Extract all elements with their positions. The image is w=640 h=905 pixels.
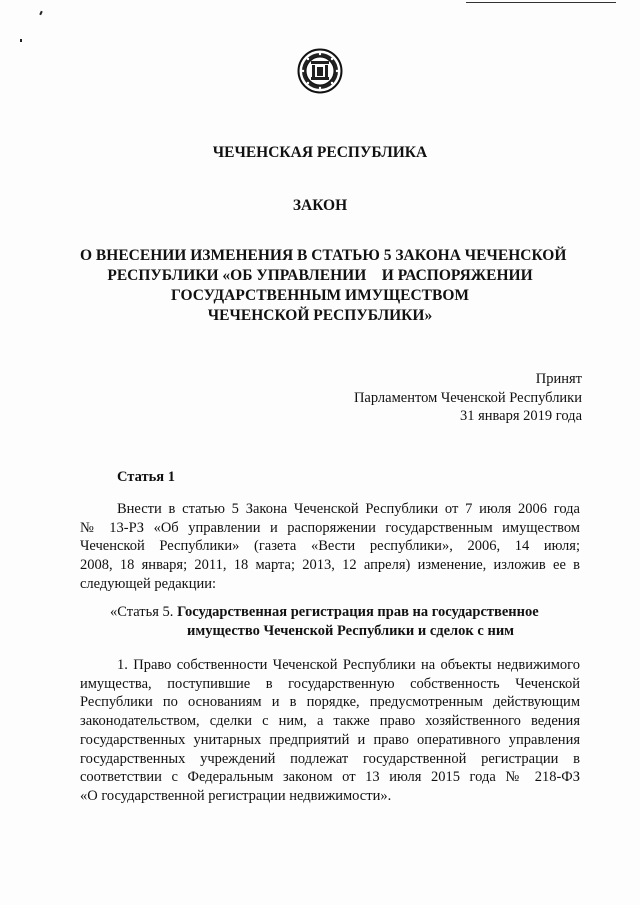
article-heading: Статья 1 bbox=[117, 469, 175, 485]
adoption-date: 31 января 2019 года bbox=[459, 408, 582, 424]
law-title-line: О ВНЕСЕНИИ ИЗМЕНЕНИЯ В СТАТЬЮ 5 ЗАКОНА ЧЕЧЕНСКОЙ bbox=[80, 247, 567, 264]
law-title bbox=[80, 246, 567, 326]
region-heading: ЧЕЧЕНСКАЯ РЕСПУБЛИКА bbox=[212, 144, 428, 161]
quoted-article-title bbox=[110, 603, 580, 640]
paragraph-line: «О государственной регистрации недвижимости». bbox=[80, 787, 392, 804]
document-type: ЗАКОН bbox=[292, 197, 348, 214]
coat-of-arms-icon bbox=[297, 48, 343, 94]
adoption-line: Принят bbox=[535, 371, 582, 387]
paragraph-line: Чеченской Республики» (газета «Вести республики», 2006, 14 июля; bbox=[80, 538, 580, 555]
quoted-article-number: «Статья 5. bbox=[110, 604, 174, 620]
paragraph-line: имущества, поступившие в государственную собственность Чеченской bbox=[80, 675, 580, 692]
paragraph-line: государственных унитарных предприятий и право оперативного управления bbox=[80, 731, 580, 748]
adoption-line: Парламентом Чеченской Республики bbox=[353, 389, 582, 406]
paragraph-line: 2008, 18 января; 2011, 18 марта; 2013, 12 апреля) изменение, изложив ее в bbox=[80, 557, 580, 574]
law-title-line: РЕСПУБЛИКИ «ОБ УПРАВЛЕНИИ И РАСПОРЯЖЕНИИ bbox=[107, 267, 533, 284]
quoted-article-title-line: Государственная регистрация прав на государственное bbox=[177, 604, 539, 620]
adoption-block bbox=[354, 370, 582, 426]
paragraph-line: законодательством, сделки с ним, а также право хозяйственного ведения bbox=[80, 713, 580, 730]
paragraph-line: следующей редакции: bbox=[80, 575, 217, 592]
quoted-article-title-line: имущество Чеченской Республики и сделок с ним bbox=[187, 622, 515, 639]
paragraph-line: соответствии с Федеральным законом от 13 июля 2015 года № 218-ФЗ bbox=[80, 769, 580, 786]
scan-speck bbox=[20, 39, 22, 42]
law-title-line: ГОСУДАРСТВЕННЫМ ИМУЩЕСТВОМ bbox=[170, 287, 470, 304]
paragraph-line: Республики по основаниям и в порядке, предусмотренным действующим bbox=[80, 694, 580, 711]
clause-1-paragraph bbox=[80, 656, 580, 806]
paragraph-line: Внести в статью 5 Закона Чеченской Республики от 7 июля 2006 года bbox=[117, 501, 580, 517]
paragraph-line: 1. Право собственности Чеченской Республики на объекты недвижимого bbox=[117, 657, 580, 673]
top-border-line bbox=[466, 2, 616, 3]
law-title-line: ЧЕЧЕНСКОЙ РЕСПУБЛИКИ» bbox=[207, 307, 433, 324]
paragraph-line: государственных учреждений подлежат государственной регистрации в bbox=[80, 750, 580, 767]
scan-speck bbox=[39, 11, 43, 15]
paragraph-line: № 13-РЗ «Об управлении и распоряжении государственным имуществом bbox=[80, 519, 580, 536]
article-intro-paragraph bbox=[80, 500, 580, 594]
